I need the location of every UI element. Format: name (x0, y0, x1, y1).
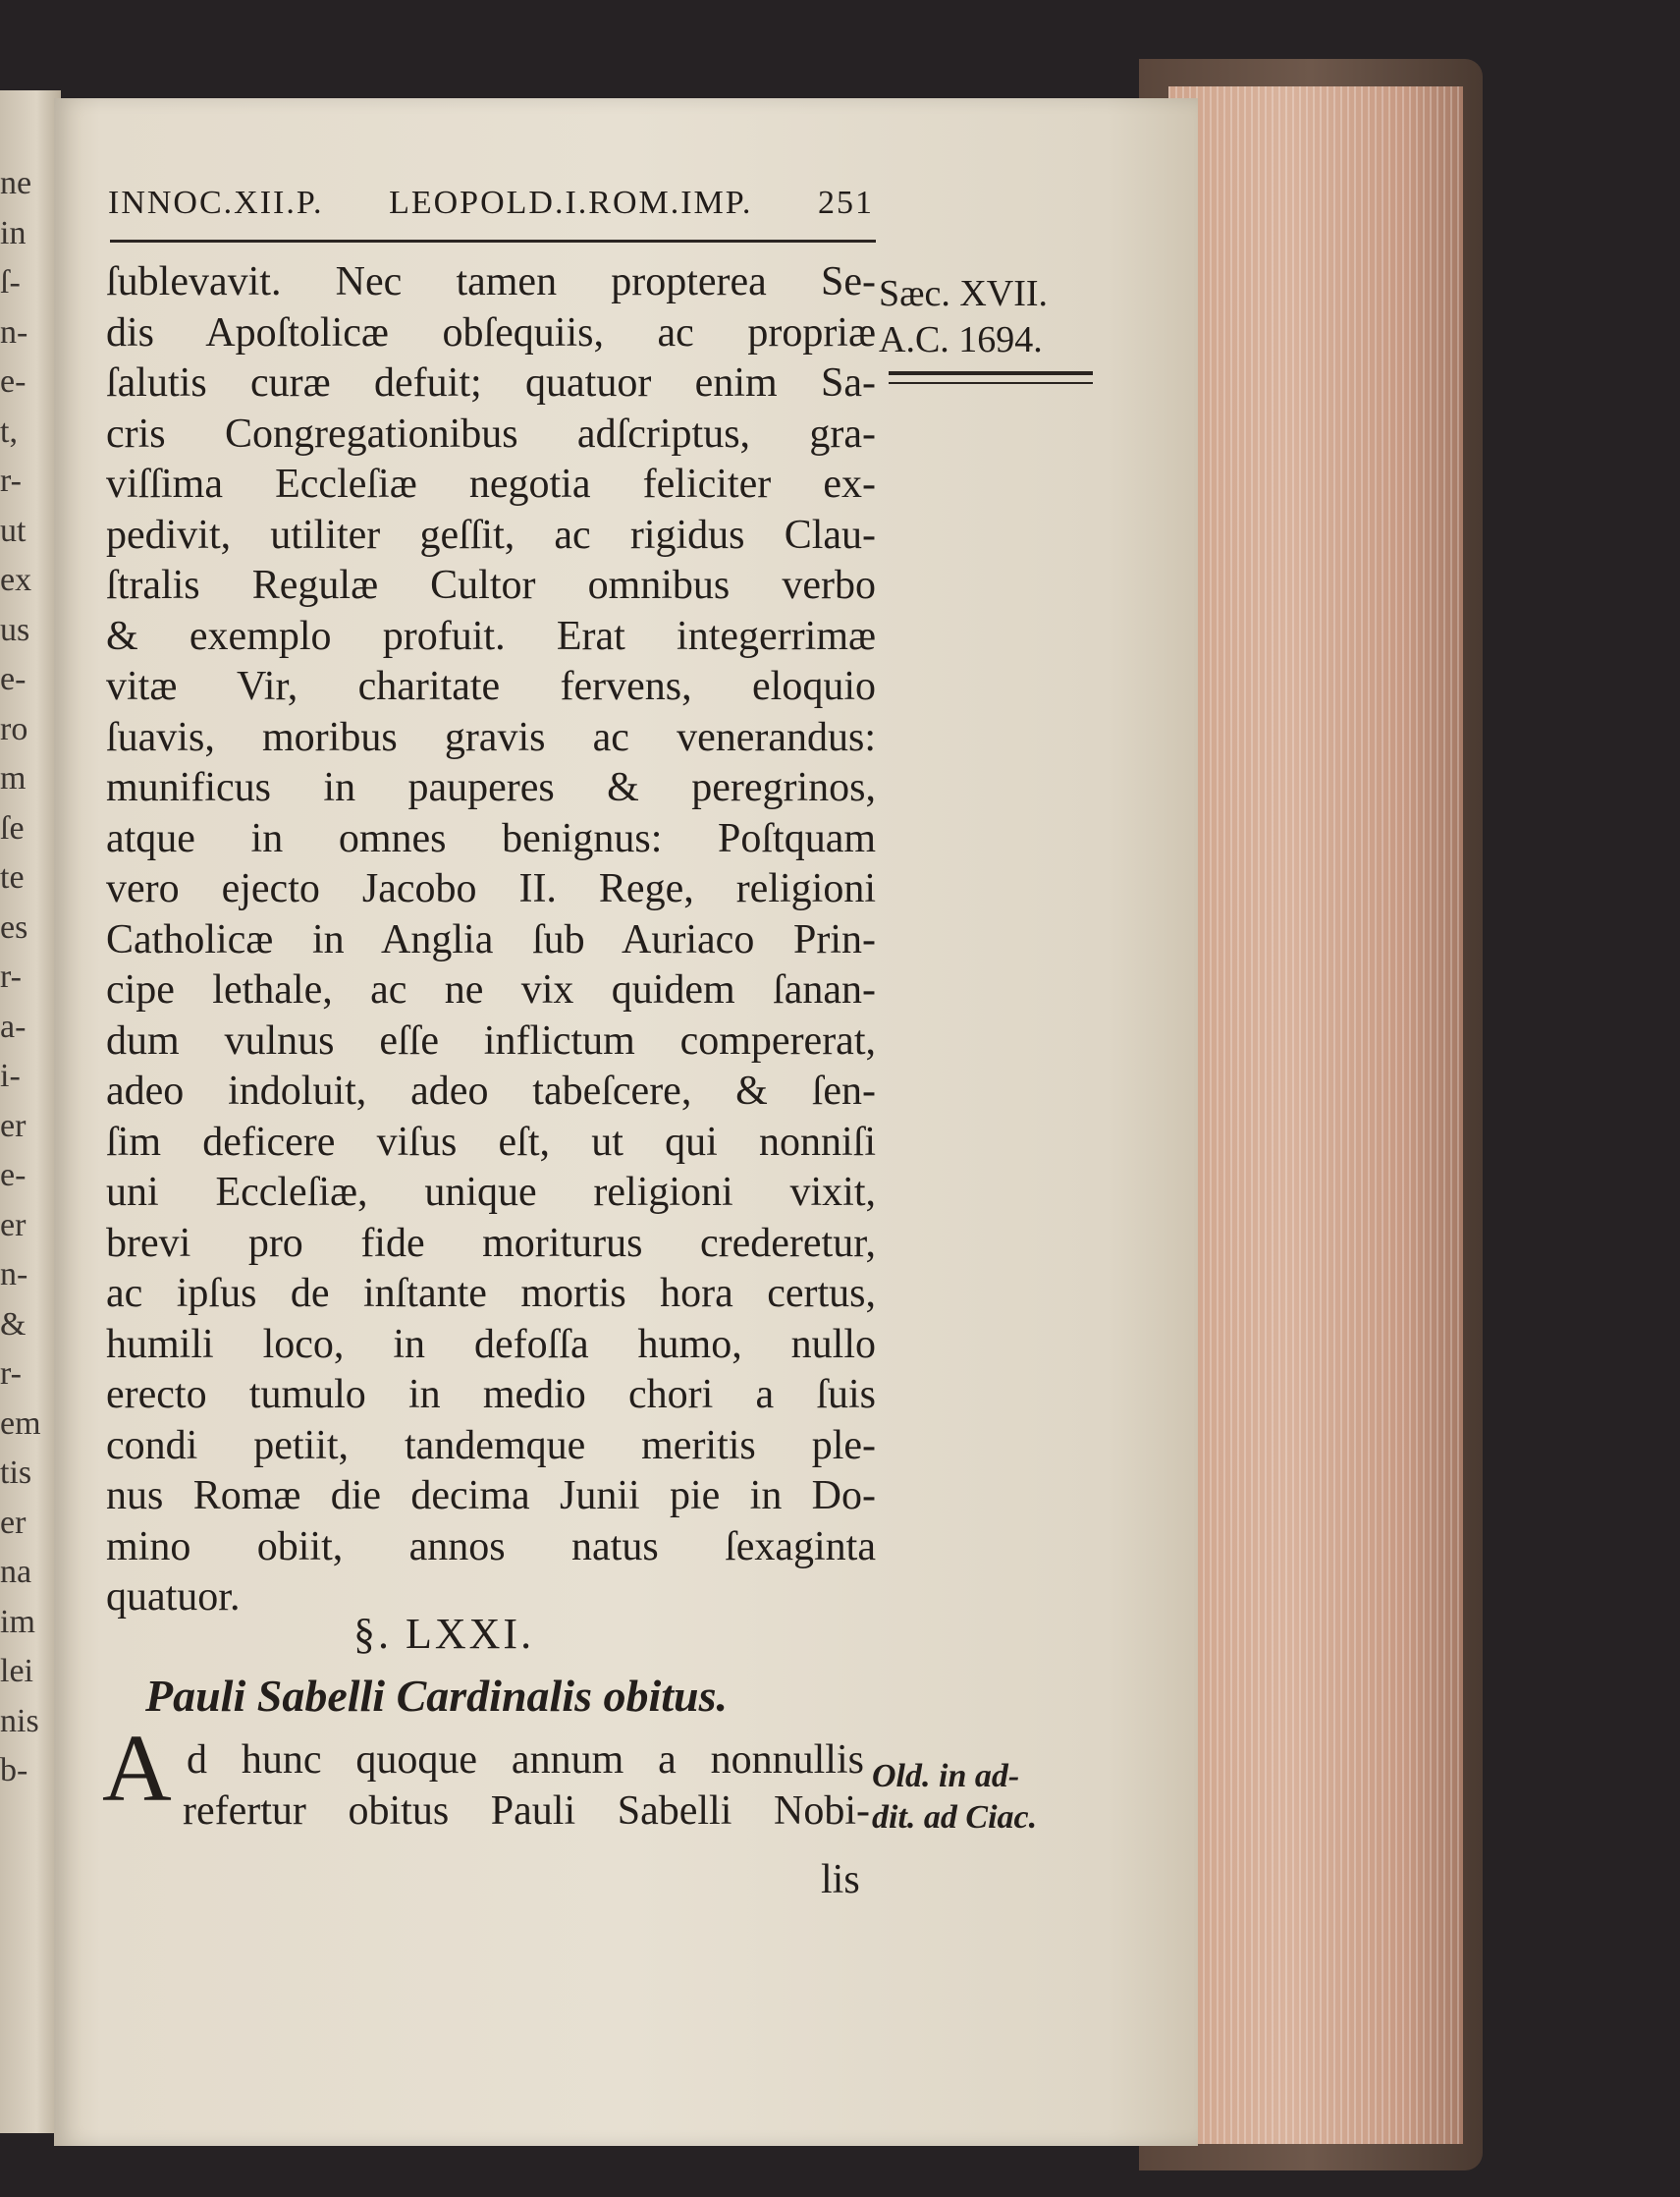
page-number: 251 (817, 185, 874, 221)
body-line: cris Congregationibus adſcriptus, gra- (106, 411, 876, 457)
facing-page-fragment: im (0, 1603, 35, 1640)
body-line: vero ejecto Jacobo II. Rege, religioni (106, 866, 876, 911)
facing-page-fragment: n- (0, 313, 28, 351)
body-line: ſublevavit. Nec tamen propterea Se- (106, 259, 876, 304)
section-title: Pauli Sabelli Cardinalis obitus. (145, 1671, 729, 1721)
running-head (108, 185, 874, 222)
body-line: cipe lethale, ac ne vix quidem ſanan- (106, 967, 876, 1013)
body-line: pedivit, utiliter geſſit, ac rigidus Clau- (106, 512, 876, 558)
paragraph-line-2: refertur obitus Pauli Sabelli Nobi- (183, 1788, 870, 1834)
facing-page-fragment: t, (0, 412, 18, 450)
body-line: dum vulnus eſſe inflictum compererat, (106, 1017, 876, 1064)
facing-page-fragment: n- (0, 1256, 28, 1292)
facing-page-fragment: ſ- (0, 264, 21, 301)
margin-rule (889, 371, 1093, 375)
facing-page-fragment: ro (0, 710, 28, 747)
facing-page-fragment: & (0, 1305, 27, 1343)
body-line: viſſima Eccleſiæ negotia feliciter ex- (106, 462, 876, 507)
facing-page-fragment: ut (0, 512, 27, 549)
facing-page-fragment: r- (0, 1355, 22, 1392)
body-line: ſalutis curæ defuit; quatuor enim Sa- (106, 360, 876, 406)
facing-page-fragment: m (0, 760, 27, 796)
body-line: ſuavis, moribus gravis ac venerandus: (106, 714, 876, 760)
margin-note-year: A.C. 1694. (879, 319, 1043, 360)
body-line: ac ipſus de inſtante mortis hora certus, (106, 1271, 876, 1316)
paragraph-line-1: d hunc quoque annum a nonnullis (187, 1737, 864, 1783)
facing-page-fragment: i- (0, 1058, 21, 1094)
body-line: erecto tumulo in medio chori a ſuis (106, 1372, 876, 1417)
body-line: quatuor. (106, 1574, 241, 1620)
page-edges (1168, 86, 1463, 2144)
facing-page-fragment: er (0, 1107, 27, 1144)
facing-page-fragment: te (0, 859, 25, 896)
body-line: condi petiit, tandemque meritis ple- (106, 1422, 876, 1468)
facing-page-fragment: em (0, 1404, 41, 1442)
facing-page-fragment: er (0, 1504, 27, 1541)
body-line: munificus in pauperes & peregrinos, (106, 765, 876, 810)
facing-page-fragment: us (0, 611, 30, 648)
side-reference-line-1: Old. in ad- (872, 1758, 1020, 1794)
facing-page-fragment: r- (0, 463, 22, 499)
head-rule (110, 240, 876, 243)
facing-page-fragment: b- (0, 1752, 28, 1788)
facing-page-fragment: r- (0, 959, 22, 995)
facing-page-fragment: in (0, 214, 27, 251)
facing-page-edge (0, 90, 61, 2133)
body-line: nus Romæ die decima Junii pie in Do- (106, 1473, 876, 1518)
body-line: vitæ Vir, charitate fervens, eloquio (106, 664, 876, 709)
facing-page-fragment: ex (0, 562, 32, 598)
drop-cap: A (102, 1716, 172, 1822)
body-text (106, 257, 876, 1623)
facing-page-fragment: er (0, 1206, 27, 1243)
facing-page-fragment: es (0, 908, 28, 946)
margin-rule-thin (889, 382, 1093, 384)
body-line: adeo indoluit, adeo tabeſcere, & ſen- (106, 1069, 876, 1114)
body-line: & exemplo profuit. Erat integerrimæ (106, 613, 876, 659)
facing-page-fragment: a- (0, 1008, 27, 1045)
facing-page-fragment: tis (0, 1455, 32, 1491)
body-line: uni Eccleſiæ, unique religioni vixit, (106, 1170, 876, 1215)
facing-page-fragment: e- (0, 363, 27, 400)
body-line: Catholicæ in Anglia ſub Auriaco Prin- (106, 916, 876, 962)
margin-note-century: Sæc. XVII. (879, 273, 1049, 314)
catchword: lis (821, 1857, 860, 1902)
facing-page-fragment: ſe (0, 809, 25, 847)
body-line: brevi pro fide moriturus crederetur, (106, 1220, 876, 1266)
facing-page-fragment: nis (0, 1702, 39, 1739)
body-line: dis Apoſtolicæ obſequiis, ac propriæ (106, 309, 876, 356)
running-head-emperor: LEOPOLD.I.ROM.IMP. (389, 185, 753, 221)
facing-page-fragment: lei (0, 1653, 33, 1689)
body-line: ſtralis Regulæ Cultor omnibus verbo (106, 563, 876, 608)
body-line: ſim deficere viſus eſt, ut qui nonniſi (106, 1119, 876, 1165)
running-head-pope: INNOC.XII.P. (108, 185, 324, 221)
facing-page-fragment: na (0, 1554, 32, 1590)
body-line: mino obiit, annos natus ſexaginta (106, 1523, 876, 1569)
facing-page-fragment: e- (0, 1157, 27, 1193)
facing-page-fragment: ne (0, 165, 32, 201)
section-number: §. LXXI. (353, 1610, 535, 1658)
side-reference-line-2: dit. ad Ciac. (872, 1799, 1038, 1836)
facing-page-fragment: e- (0, 661, 27, 697)
body-line: humili loco, in defoſſa humo, nullo (106, 1321, 876, 1367)
body-line: atque in omnes benignus: Poſtquam (106, 815, 876, 861)
